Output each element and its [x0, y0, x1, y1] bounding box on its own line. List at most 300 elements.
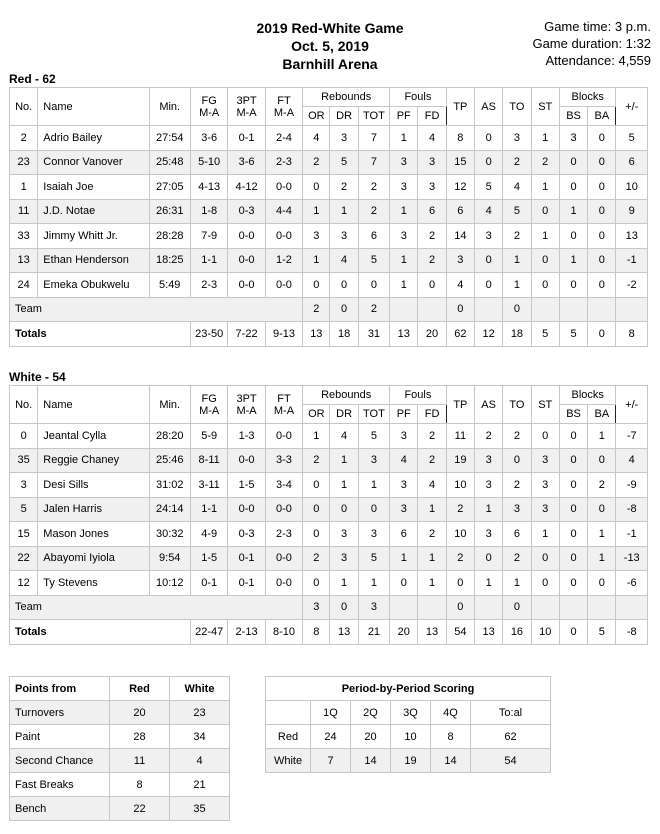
player-fg: 3-6: [190, 126, 227, 151]
player-bs: 1: [559, 248, 587, 273]
player-as: 5: [475, 175, 503, 200]
player-pf: 1: [390, 273, 418, 298]
player-bs: 0: [559, 546, 587, 571]
player-to: 1: [503, 273, 531, 298]
totals-st: 10: [531, 620, 559, 645]
player-min: 25:46: [149, 448, 190, 473]
period-score: 19: [391, 749, 431, 773]
col-header-ft: [265, 88, 302, 126]
player-3pt: 3-6: [228, 150, 265, 175]
player-tp: 0: [446, 571, 474, 596]
col-header-blocks: Blocks: [559, 386, 616, 405]
player-to: 6: [503, 522, 531, 547]
player-as: 2: [475, 424, 503, 449]
player-plus-minus: -6: [616, 571, 648, 596]
player-ba: 1: [588, 522, 616, 547]
player-no: 15: [10, 522, 38, 547]
player-tp: 10: [446, 473, 474, 498]
points-from-value: 28: [110, 725, 170, 749]
player-row: [10, 150, 648, 175]
col-header-name: Name: [38, 386, 149, 424]
fg-ma: M-A: [199, 106, 220, 119]
player-dr: 4: [330, 248, 358, 273]
player-name: Adrio Bailey: [38, 126, 149, 151]
totals-as: 13: [475, 620, 503, 645]
team-row: [10, 595, 648, 620]
player-3pt: 0-0: [228, 497, 265, 522]
player-name: Jeantal Cylla: [38, 424, 149, 449]
player-row: [10, 273, 648, 298]
player-name: Ethan Henderson: [38, 248, 149, 273]
player-or: 4: [303, 126, 330, 151]
team-st: [531, 595, 559, 620]
team-fd: [418, 595, 446, 620]
player-fd: 3: [418, 175, 446, 200]
player-plus-minus: -7: [616, 424, 648, 449]
player-3pt: 0-0: [228, 448, 265, 473]
player-tp: 15: [446, 150, 474, 175]
col-header-as: AS: [475, 386, 503, 424]
player-tot: 1: [358, 571, 389, 596]
totals-label: Totals: [10, 620, 191, 645]
totals-or: 13: [303, 322, 330, 347]
player-pf: 3: [390, 424, 418, 449]
player-st: 1: [531, 522, 559, 547]
player-or: 2: [303, 150, 330, 175]
player-name: Desi Sills: [38, 473, 149, 498]
player-3pt: 0-0: [228, 273, 265, 298]
tpt-ma: M-A: [236, 106, 257, 119]
period-header: 4Q: [431, 701, 471, 725]
player-3pt: 0-0: [228, 248, 265, 273]
player-tp: 14: [446, 224, 474, 249]
player-fg: 1-1: [190, 497, 227, 522]
player-min: 24:14: [149, 497, 190, 522]
player-ft: 4-4: [265, 199, 302, 224]
ft-ma: M-A: [273, 404, 295, 417]
player-dr: 5: [330, 150, 358, 175]
player-tot: 0: [358, 273, 389, 298]
team-or: 3: [303, 595, 330, 620]
player-min: 28:20: [149, 424, 190, 449]
player-st: 0: [531, 571, 559, 596]
player-min: 27:05: [149, 175, 190, 200]
team-st: [531, 297, 559, 322]
player-ba: 0: [588, 571, 616, 596]
game-duration: Game duration: 1:32: [532, 36, 651, 51]
col-header-ba: BA: [588, 405, 616, 424]
col-header-ft: [265, 386, 302, 424]
player-ba: 0: [588, 224, 616, 249]
player-dr: 3: [330, 522, 358, 547]
ft-ma: M-A: [273, 106, 295, 119]
player-or: 0: [303, 273, 330, 298]
player-ft: 0-0: [265, 497, 302, 522]
team-pf: [390, 297, 418, 322]
totals-to: 18: [503, 322, 531, 347]
totals-label: Totals: [10, 322, 191, 347]
player-dr: 1: [330, 571, 358, 596]
player-ba: 0: [588, 448, 616, 473]
player-min: 28:28: [149, 224, 190, 249]
player-min: 5:49: [149, 273, 190, 298]
player-to: 0: [503, 448, 531, 473]
ft-label: FT: [277, 94, 291, 107]
col-header-st: ST: [531, 386, 559, 424]
player-name: Jalen Harris: [38, 497, 149, 522]
points-from-label: Fast Breaks: [10, 773, 110, 797]
player-fd: 2: [418, 248, 446, 273]
player-plus-minus: 4: [616, 448, 648, 473]
period-score: 7: [311, 749, 351, 773]
col-header-fg: [190, 88, 227, 126]
player-name: Jimmy Whitt Jr.: [38, 224, 149, 249]
player-dr: 0: [330, 273, 358, 298]
player-or: 2: [303, 546, 330, 571]
player-min: 25:48: [149, 150, 190, 175]
player-min: 26:31: [149, 199, 190, 224]
player-ba: 0: [588, 497, 616, 522]
player-or: 0: [303, 175, 330, 200]
team-to: 0: [503, 297, 531, 322]
points-from-row: [10, 749, 230, 773]
player-fd: 2: [418, 424, 446, 449]
points-from-label: Bench: [10, 797, 110, 821]
player-bs: 0: [559, 424, 587, 449]
player-ft: 0-0: [265, 273, 302, 298]
player-no: 24: [10, 273, 38, 298]
totals-row: [10, 322, 648, 347]
player-ft: 2-3: [265, 522, 302, 547]
player-fg: 5-10: [190, 150, 227, 175]
player-fd: 0: [418, 273, 446, 298]
player-dr: 3: [330, 546, 358, 571]
player-fd: 2: [418, 522, 446, 547]
player-dr: 1: [330, 199, 358, 224]
player-name: Emeka Obukwelu: [38, 273, 149, 298]
player-dr: 1: [330, 473, 358, 498]
player-name: Connor Vanover: [38, 150, 149, 175]
player-tot: 3: [358, 448, 389, 473]
player-row: [10, 126, 648, 151]
totals-tp: 54: [446, 620, 474, 645]
player-to: 2: [503, 473, 531, 498]
player-ba: 0: [588, 248, 616, 273]
col-header-bs: BS: [559, 405, 587, 424]
player-as: 0: [475, 126, 503, 151]
player-plus-minus: -8: [616, 497, 648, 522]
col-header-fd: FD: [418, 107, 446, 126]
player-fg: 3-11: [190, 473, 227, 498]
points-from-label: Second Chance: [10, 749, 110, 773]
player-plus-minus: -2: [616, 273, 648, 298]
player-fd: 1: [418, 497, 446, 522]
player-plus-minus: 6: [616, 150, 648, 175]
team-tot: 2: [358, 297, 389, 322]
col-header-fouls: Fouls: [390, 386, 447, 405]
player-st: 1: [531, 126, 559, 151]
player-no: 13: [10, 248, 38, 273]
period-score: 24: [311, 725, 351, 749]
player-tp: 12: [446, 175, 474, 200]
player-no: 22: [10, 546, 38, 571]
player-no: 3: [10, 473, 38, 498]
player-to: 5: [503, 199, 531, 224]
player-bs: 0: [559, 273, 587, 298]
team-dr: 0: [330, 595, 358, 620]
totals-plus-minus: -8: [616, 620, 648, 645]
player-ft: 0-0: [265, 175, 302, 200]
col-header-or: OR: [303, 405, 330, 424]
player-ft: 3-4: [265, 473, 302, 498]
col-header-3pt: [228, 386, 265, 424]
player-3pt: 1-5: [228, 473, 265, 498]
col-header-dr: DR: [330, 107, 358, 126]
col-header-st: ST: [531, 88, 559, 126]
player-row: [10, 224, 648, 249]
player-3pt: 0-1: [228, 571, 265, 596]
team-fd: [418, 297, 446, 322]
team-row-label: Team: [10, 297, 303, 322]
player-or: 0: [303, 473, 330, 498]
col-header-dr: DR: [330, 405, 358, 424]
player-ft: 0-0: [265, 546, 302, 571]
player-tot: 5: [358, 248, 389, 273]
col-header-fd: FD: [418, 405, 446, 424]
period-header: 2Q: [351, 701, 391, 725]
player-tp: 4: [446, 273, 474, 298]
period-header: 3Q: [391, 701, 431, 725]
player-fg: 7-9: [190, 224, 227, 249]
player-dr: 0: [330, 497, 358, 522]
col-header-3pt: [228, 88, 265, 126]
player-to: 2: [503, 150, 531, 175]
player-as: 1: [475, 497, 503, 522]
player-row: [10, 571, 648, 596]
period-score: 20: [351, 725, 391, 749]
fg-ma: M-A: [199, 404, 220, 417]
player-dr: 1: [330, 448, 358, 473]
team-tp: 0: [446, 595, 474, 620]
game-title-line: 2019 Red-White Game: [256, 20, 404, 36]
player-as: 3: [475, 448, 503, 473]
player-bs: 0: [559, 522, 587, 547]
game-venue: Barnhill Arena: [282, 56, 378, 72]
col-header-no: No.: [10, 88, 38, 126]
player-pf: 3: [390, 150, 418, 175]
col-header-plus-minus: +/-: [616, 386, 648, 424]
game-date: Oct. 5, 2019: [291, 38, 369, 54]
player-dr: 4: [330, 424, 358, 449]
totals-fg: 22-47: [190, 620, 227, 645]
player-tp: 3: [446, 248, 474, 273]
totals-3pt: 7-22: [228, 322, 265, 347]
player-plus-minus: 10: [616, 175, 648, 200]
player-no: 12: [10, 571, 38, 596]
points-from-value: 34: [170, 725, 230, 749]
totals-st: 5: [531, 322, 559, 347]
player-bs: 0: [559, 150, 587, 175]
player-st: 0: [531, 199, 559, 224]
col-header-min: Min.: [149, 386, 190, 424]
player-3pt: 0-3: [228, 199, 265, 224]
player-bs: 1: [559, 199, 587, 224]
totals-as: 12: [475, 322, 503, 347]
player-or: 1: [303, 199, 330, 224]
player-tot: 2: [358, 199, 389, 224]
col-header-fouls: Fouls: [390, 88, 447, 107]
team-tp: 0: [446, 297, 474, 322]
player-as: 3: [475, 473, 503, 498]
team-row: [10, 297, 648, 322]
player-ba: 1: [588, 424, 616, 449]
player-tot: 1: [358, 473, 389, 498]
totals-tot: 31: [358, 322, 389, 347]
tpt-ma: M-A: [236, 404, 257, 417]
team-pm: [616, 297, 648, 322]
points-from-value: 22: [110, 797, 170, 821]
player-row: [10, 448, 648, 473]
player-to: 1: [503, 571, 531, 596]
col-header-rebounds: Rebounds: [303, 386, 390, 405]
player-bs: 0: [559, 224, 587, 249]
player-row: [10, 175, 648, 200]
player-st: 0: [531, 424, 559, 449]
player-ft: 2-3: [265, 150, 302, 175]
player-ft: 0-0: [265, 424, 302, 449]
totals-pf: 13: [390, 322, 418, 347]
team-tot: 3: [358, 595, 389, 620]
player-fg: 4-13: [190, 175, 227, 200]
player-st: 3: [531, 448, 559, 473]
period-score: 14: [431, 749, 471, 773]
player-pf: 4: [390, 448, 418, 473]
fg-label: FG: [201, 94, 217, 107]
totals-fd: 20: [418, 322, 446, 347]
player-row: [10, 199, 648, 224]
period-scoring-table: [265, 676, 551, 773]
player-fg: 4-9: [190, 522, 227, 547]
player-bs: 3: [559, 126, 587, 151]
player-to: 2: [503, 424, 531, 449]
player-bs: 0: [559, 473, 587, 498]
col-header-tp: TP: [446, 386, 474, 424]
player-as: 0: [475, 546, 503, 571]
period-score: 62: [471, 725, 551, 749]
col-header-as: AS: [475, 88, 503, 126]
player-ba: 1: [588, 546, 616, 571]
player-or: 3: [303, 224, 330, 249]
player-st: 0: [531, 248, 559, 273]
player-row: [10, 248, 648, 273]
col-header-tot: TOT: [358, 107, 389, 126]
player-or: 1: [303, 424, 330, 449]
player-as: 0: [475, 248, 503, 273]
player-plus-minus: 5: [616, 126, 648, 151]
player-row: [10, 473, 648, 498]
player-tp: 11: [446, 424, 474, 449]
player-ft: 2-4: [265, 126, 302, 151]
player-min: 18:25: [149, 248, 190, 273]
player-no: 11: [10, 199, 38, 224]
totals-fg: 23-50: [190, 322, 227, 347]
col-header-ba: BA: [588, 107, 616, 126]
points-from-value: 23: [170, 701, 230, 725]
player-name: J.D. Notae: [38, 199, 149, 224]
points-from-row: [10, 725, 230, 749]
col-header-min: Min.: [149, 88, 190, 126]
points-from-value: 21: [170, 773, 230, 797]
points-from-header: White: [170, 677, 230, 701]
player-st: 1: [531, 175, 559, 200]
player-to: 4: [503, 175, 531, 200]
player-3pt: 4-12: [228, 175, 265, 200]
period-score: 10: [391, 725, 431, 749]
team-dr: 0: [330, 297, 358, 322]
team-ba: [588, 595, 616, 620]
player-ft: 0-0: [265, 224, 302, 249]
player-name: Ty Stevens: [38, 571, 149, 596]
totals-ft: 8-10: [265, 620, 302, 645]
player-st: 0: [531, 273, 559, 298]
player-as: 0: [475, 150, 503, 175]
period-header: [266, 701, 311, 725]
player-row: [10, 424, 648, 449]
player-to: 3: [503, 126, 531, 151]
player-fd: 2: [418, 448, 446, 473]
player-fg: 1-1: [190, 248, 227, 273]
team-as: [475, 297, 503, 322]
player-tot: 5: [358, 424, 389, 449]
team-label-red: Red - 62: [9, 72, 56, 86]
player-no: 33: [10, 224, 38, 249]
player-fg: 5-9: [190, 424, 227, 449]
player-ba: 0: [588, 273, 616, 298]
game-info: [532, 18, 651, 69]
points-from-header: Points from: [10, 677, 110, 701]
player-st: 3: [531, 473, 559, 498]
team-label-white: White - 54: [9, 370, 66, 384]
player-name: Isaiah Joe: [38, 175, 149, 200]
points-from-value: 8: [110, 773, 170, 797]
totals-ba: 5: [588, 620, 616, 645]
player-no: 0: [10, 424, 38, 449]
player-no: 35: [10, 448, 38, 473]
player-to: 1: [503, 248, 531, 273]
player-3pt: 0-0: [228, 224, 265, 249]
col-header-bs: BS: [559, 107, 587, 126]
player-ba: 0: [588, 150, 616, 175]
player-or: 2: [303, 448, 330, 473]
period-scoring-title: Period-by-Period Scoring: [266, 677, 551, 701]
points-from-label: Paint: [10, 725, 110, 749]
period-header: To:al: [471, 701, 551, 725]
team-to: 0: [503, 595, 531, 620]
player-ba: 2: [588, 473, 616, 498]
player-ft: 3-3: [265, 448, 302, 473]
team-bs: [559, 595, 587, 620]
attendance: Attendance: 4,559: [545, 53, 651, 68]
tpt-label: 3PT: [236, 392, 257, 405]
points-from-value: 4: [170, 749, 230, 773]
player-ft: 0-0: [265, 571, 302, 596]
col-header-to: TO: [503, 386, 531, 424]
player-plus-minus: 13: [616, 224, 648, 249]
player-tp: 6: [446, 199, 474, 224]
player-dr: 3: [330, 224, 358, 249]
player-ba: 0: [588, 199, 616, 224]
player-to: 3: [503, 497, 531, 522]
